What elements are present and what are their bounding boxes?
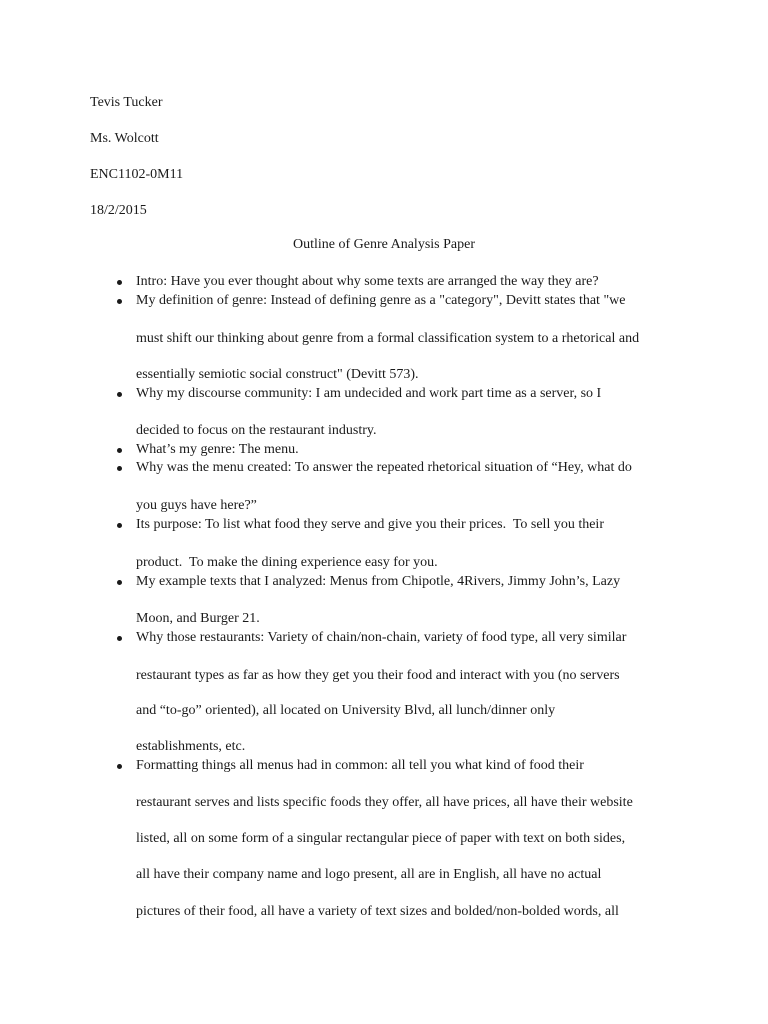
instructor-name: Ms. Wolcott	[90, 131, 159, 146]
outline-item-line: restaurant types as far as how they get you their food and interact with you (no servers	[136, 668, 620, 683]
bullet-icon	[117, 466, 122, 471]
outline-item-line: Its purpose: To list what food they serve and give you their prices. To sell you their	[136, 517, 604, 532]
outline-item-line: must shift our thinking about genre from a formal classification system to a rhetorical and	[136, 331, 640, 346]
outline-item-line: Moon, and Burger 21.	[136, 611, 260, 626]
outline-item-line: Intro: Have you ever thought about why some texts are arranged the way they are?	[136, 274, 599, 289]
outline-item-line: Formatting things all menus had in common: all tell you what kind of food their	[136, 758, 584, 773]
outline-item-line: My definition of genre: Instead of defining genre as a "category", Devitt states that "we	[136, 293, 626, 308]
outline-item-line: Why those restaurants: Variety of chain/non-chain, variety of food type, all very similar	[136, 630, 627, 645]
date: 18/2/2015	[90, 203, 147, 218]
bullet-icon	[117, 636, 122, 641]
bullet-icon	[117, 392, 122, 397]
page-title: Outline of Genre Analysis Paper	[293, 237, 475, 252]
outline-item-line: essentially semiotic social construct" (Devitt 573).	[136, 367, 419, 382]
bullet-icon	[117, 448, 122, 453]
outline-item-line: My example texts that I analyzed: Menus from Chipotle, 4Rivers, Jimmy John’s, Lazy	[136, 574, 621, 589]
outline-item-line: product. To make the dining experience easy for you.	[136, 555, 438, 570]
outline-item-line: decided to focus on the restaurant industry.	[136, 423, 377, 438]
outline-item-line: listed, all on some form of a singular rectangular piece of paper with text on both sides,	[136, 831, 626, 846]
bullet-icon	[117, 299, 122, 304]
student-name: Tevis Tucker	[90, 95, 163, 110]
outline-item-line: all have their company name and logo present, all are in English, all have no actual	[136, 867, 602, 882]
bullet-icon	[117, 523, 122, 528]
course-code: ENC1102-0M11	[90, 167, 184, 182]
outline-item-line: What’s my genre: The menu.	[136, 442, 299, 457]
outline-item-line: you guys have here?”	[136, 498, 257, 513]
bullet-icon	[117, 764, 122, 769]
outline-item-line: establishments, etc.	[136, 739, 246, 754]
bullet-icon	[117, 280, 122, 285]
outline-item-line: Why my discourse community: I am undecided and work part time as a server, so I	[136, 386, 602, 401]
bullet-icon	[117, 580, 122, 585]
outline-item-line: and “to-go” oriented), all located on University Blvd, all lunch/dinner only	[136, 703, 556, 718]
outline-item-line: restaurant serves and lists specific foods they offer, all have prices, all have their website	[136, 795, 633, 810]
outline-item-line: pictures of their food, all have a variety of text sizes and bolded/non-bolded words, all	[136, 904, 619, 919]
outline-item-line: Why was the menu created: To answer the repeated rhetorical situation of “Hey, what do	[136, 460, 632, 475]
